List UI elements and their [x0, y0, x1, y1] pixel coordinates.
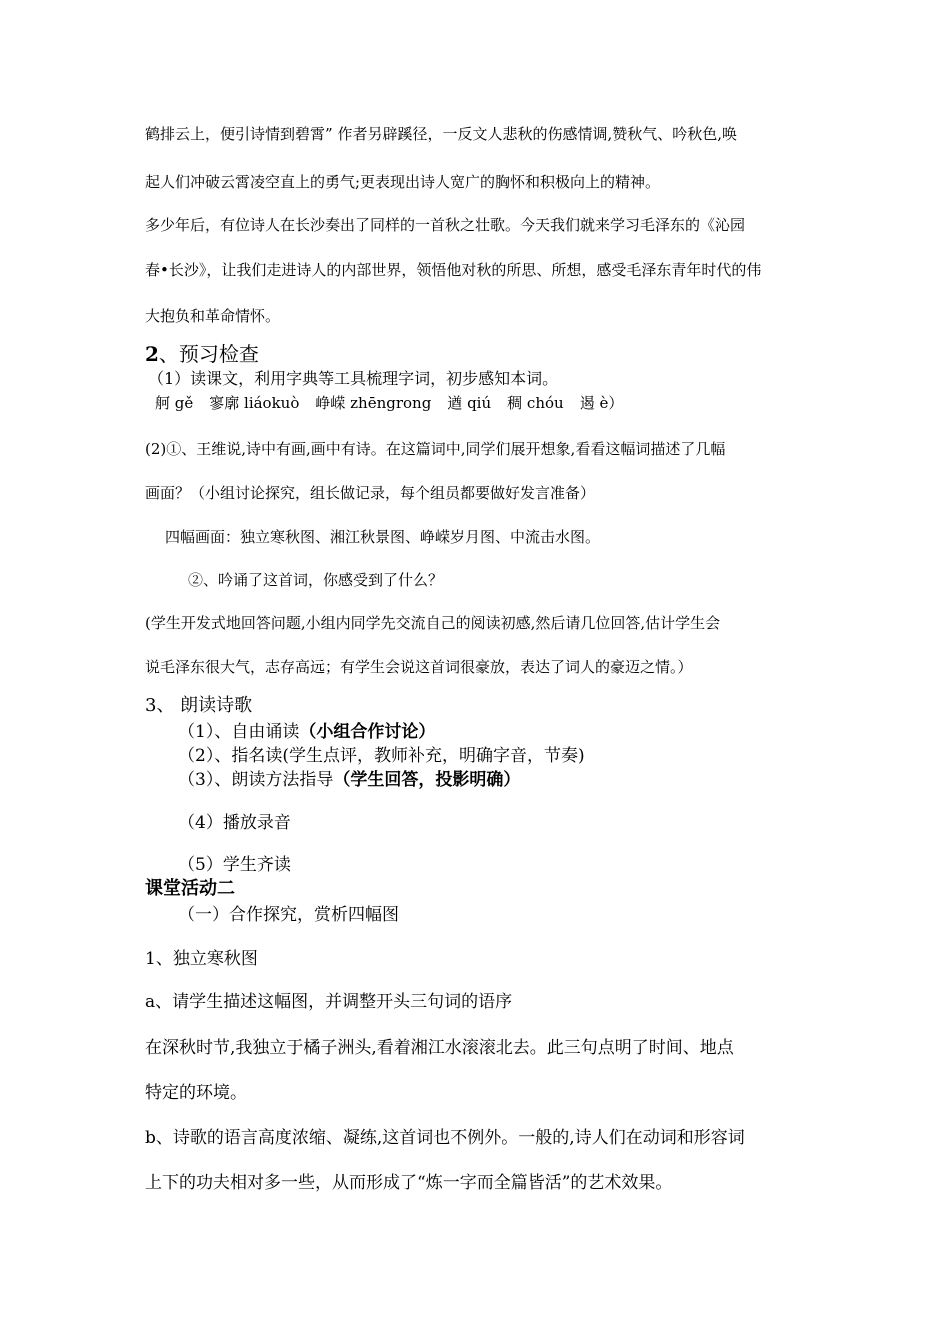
pinyin-word: 遒 qiú: [447, 394, 492, 412]
intro-line-5: 大抱负和革命情怀。: [145, 307, 281, 325]
reading-item-2: （2）、指名读(学生点评，教师补充，明确字音，节奏): [178, 746, 585, 766]
language-note-line-1: b、诗歌的语言高度浓缩、凝练,这首词也不例外。一般的,诗人们在动词和形容词: [145, 1128, 745, 1148]
pinyin-list: [155, 396, 639, 411]
scene-1-answer-line-1: 在深秋时节,我独立于橘子洲头,看着湘江水滚滚北去。此三句点明了时间、地点: [145, 1038, 734, 1058]
reading-item-1-text: （1）、自由诵读: [178, 722, 300, 742]
reading-item-5: （5）学生齐读: [178, 855, 291, 875]
section-3-heading: 3、 朗读诗歌: [145, 695, 253, 716]
language-note-line-2: 上下的功夫相对多一些，从而形成了“炼一字而全篇皆活”的艺术效果。: [145, 1173, 673, 1193]
pinyin-word: 舸 gě: [155, 394, 194, 412]
reading-item-3-text: （3）、朗读方法指导: [178, 770, 334, 790]
section-2-title: 、预习检查: [158, 342, 259, 366]
scene-1-answer-line-2: 特定的环境。: [145, 1083, 247, 1103]
student-note-line-2: 说毛泽东很大气，志存高远；有学生会说这首词很豪放，表达了词人的豪迈之情。）: [145, 658, 693, 676]
pinyin-word: 寥廓 liáokuò: [209, 394, 300, 412]
four-scenes-answer: 四幅画面：独立寒秋图、湘江秋景图、峥嵘岁月图、中流击水图。: [165, 528, 601, 546]
section-2-heading: [145, 344, 259, 364]
reading-item-3-note: （学生回答，投影明确）: [333, 770, 521, 790]
intro-line-4: 春•长沙》，让我们走进诗人的内部世界，领悟他对秋的所思、所想，感受毛泽东青年时代的伟: [145, 261, 762, 279]
section-2-number: 2: [145, 342, 159, 366]
pinyin-word: 峥嵘 zhēngrong: [315, 394, 432, 412]
preview-item-1: （1）读课文，利用字典等工具梳理字词，初步感知本词。: [148, 369, 559, 388]
preview-item-2-line-2: 画面？（小组讨论探究，组长做记录，每个组员都要做好发言准备）: [145, 484, 596, 502]
intro-line-3: 多少年后，有位诗人在长沙奏出了同样的一首秋之壮歌。今天我们就来学习毛泽东的《沁园: [145, 216, 746, 234]
student-note-line-1: (学生开发式地回答问题,小组内同学先交流自己的阅读初感,然后请几位回答,估计学生会: [145, 614, 721, 632]
activity-2-subheading: （一）合作探究，赏析四幅图: [178, 905, 399, 925]
activity-2-heading: 课堂活动二: [145, 878, 235, 899]
recite-question: ②、吟诵了这首词，你感受到了什么？: [188, 571, 444, 589]
scene-1-title: 1、独立寒秋图: [145, 949, 258, 969]
reading-item-1-note: （小组合作讨论）: [299, 722, 436, 742]
scene-1-task: a、请学生描述这幅图，并调整开头三句词的语序: [145, 992, 513, 1012]
intro-line-2: 起人们冲破云霄凌空直上的勇气;更表现出诗人宽广的胸怀和积极向上的精神。: [145, 173, 661, 191]
reading-item-4: （4）播放录音: [178, 813, 291, 833]
intro-line-1: 鹤排云上，便引诗情到碧霄” 作者另辟蹊径，一反文人悲秋的伤感情调,赞秋气、吟秋色,唤: [145, 125, 737, 143]
reading-item-3: [178, 772, 520, 789]
pinyin-word: 稠 chóu: [507, 394, 564, 412]
reading-item-1: [178, 724, 435, 741]
preview-item-2-line-1: (2)①、王维说,诗中有画,画中有诗。在这篇词中,同学们展开想象,看看这幅词描述了几幅: [145, 440, 726, 458]
pinyin-word: 遏 è）: [579, 394, 624, 412]
